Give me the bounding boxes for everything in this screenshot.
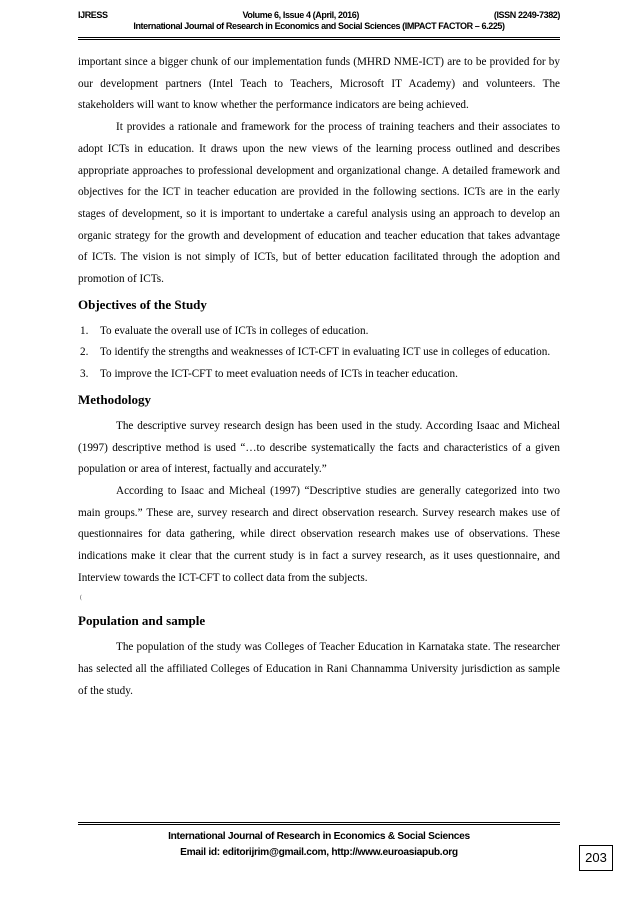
list-item: [78, 321, 560, 343]
volume-issue: Volume 6, Issue 4 (April, 2016): [242, 10, 359, 20]
heading-methodology: Methodology: [78, 391, 151, 407]
paragraph-method-design: The descriptive survey research design has been used in the study. According Isaac and Micheal (1997) descriptive method is used “…to describe systematically the facts and characteristics of a given population or area of interest, factually and accurately.”: [78, 419, 560, 476]
list-number: 1.: [80, 324, 89, 337]
running-footer: [78, 829, 560, 861]
list-text: To improve the ICT-CFT to meet evaluation needs of ICTs in teacher education.: [100, 368, 458, 381]
footer-journal: International Journal of Research in Economics & Social Sciences: [168, 831, 470, 842]
paragraph-method-types: According to Isaac and Micheal (1997) “Descriptive studies are generally categorized into two main groups.” These are, survey research and direct observation research. Survey research makes use of questionnaires for data gathering, while direct observation research makes use of observations. These indications make it clear that the current study is in fact a survey research, as it uses questionnaire, and Interview towards the ICT-CFT to collect data from the subjects.: [78, 484, 560, 584]
paragraph-rationale: It provides a rationale and framework for the process of training teachers and their associates to adopt ICTs in education. It draws upon the new views of the learning process outlined and describes appropriate approaches to professional development and organizational change. A detailed framework and objectives for the ICT in teacher education are provided in the following sections. ICTs are in the early stages of development, so it is important to undertake a careful analysis using an approach to develop an organic strategy for the growth and development of education and teacher education that takes advantage of ICTs. The vision is not simply of ICTs, but of better education facilitated through the adoption and promotion of ICTs.: [78, 121, 560, 286]
footer-rule-double: [78, 824, 560, 825]
list-number: 2.: [80, 346, 89, 359]
list-item: [78, 342, 560, 364]
footer-contact: Email id: editorijrim@gmail.com, http://www.euroasiapub.org: [180, 847, 458, 858]
objectives-list: [78, 321, 560, 386]
journal-abbrev: IJRESS: [78, 10, 108, 20]
running-header: [78, 10, 560, 31]
footer-rule: [78, 822, 560, 823]
stray-mark: (: [80, 595, 82, 602]
header-rule-double: [78, 39, 560, 40]
heading-population: Population and sample: [78, 613, 206, 629]
page-body: [78, 52, 560, 703]
list-text: To identify the strengths and weaknesses of ICT-CFT in evaluating ICT use in colleges of education.: [100, 346, 551, 359]
journal-full-title: International Journal of Research in Economics and Social Sciences (IMPACT FACTOR – 6.225): [133, 21, 505, 31]
list-number: 3.: [80, 368, 89, 381]
issn: (ISSN 2249-7382): [493, 10, 560, 20]
heading-objectives: Objectives of the Study: [78, 296, 207, 312]
page-number: 203: [579, 845, 613, 871]
paragraph-continuation: important since a bigger chunk of our implementation funds (MHRD NME-ICT) are to be provided for by our development partners (Intel Teach to Teachers, Microsoft IT Academy) and volunteers. The stakeholders will want to know whether the performance indicators are being achieved.: [78, 56, 560, 112]
paragraph-population: The population of the study was Colleges of Teacher Education in Karnataka state. The researcher has selected all the affiliated Colleges of Education in Rani Channamma University jurisdiction as sample of the study.: [78, 641, 560, 697]
header-rule: [78, 37, 560, 38]
list-text: To evaluate the overall use of ICTs in colleges of education.: [100, 324, 369, 337]
list-item: [78, 364, 560, 386]
